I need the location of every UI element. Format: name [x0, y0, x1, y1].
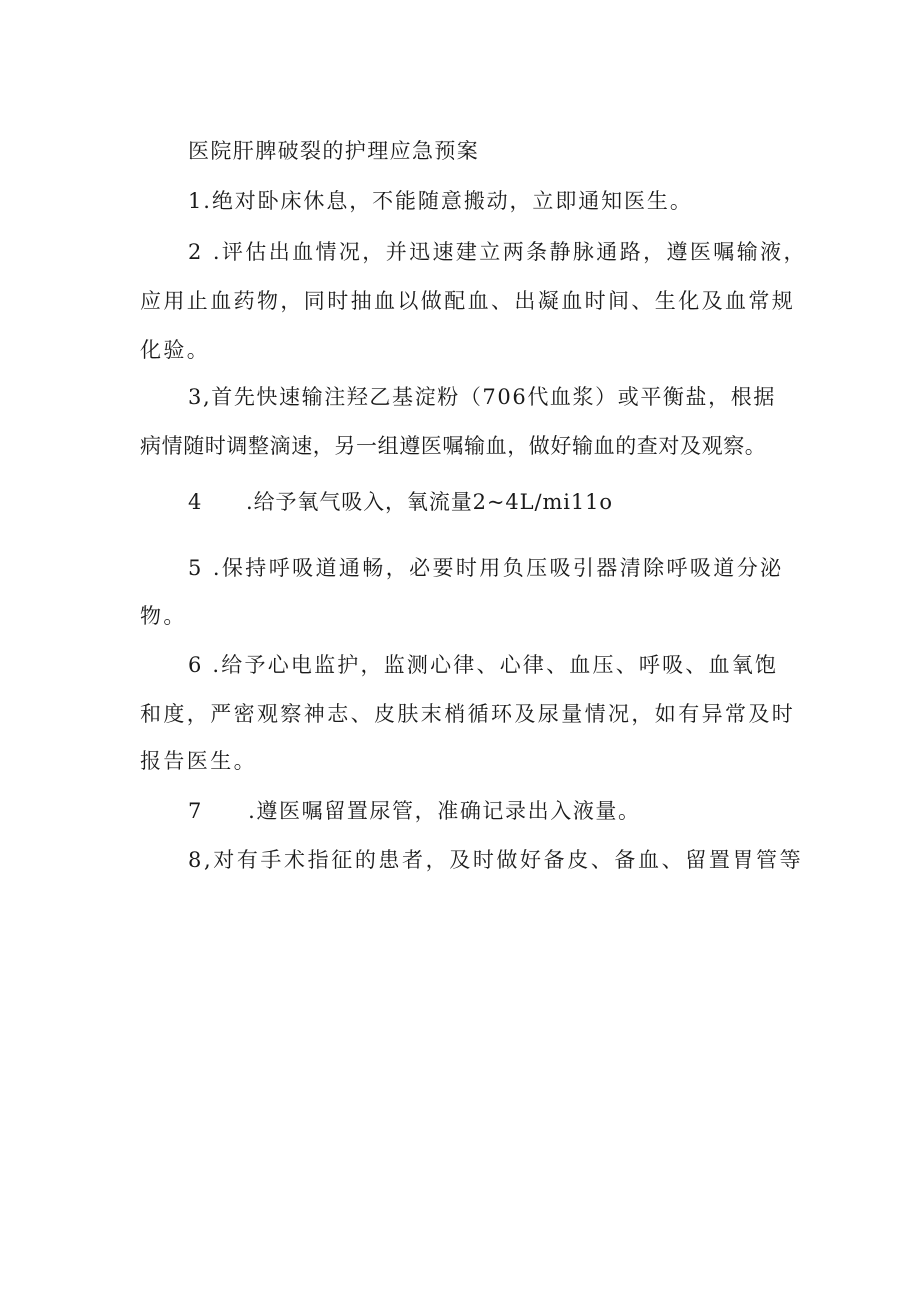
item-1-line: 1.绝对卧床休息，不能随意搬动，立即通知医生。 [188, 189, 693, 213]
item-8-line: 8,对有手术指征的患者，及时做好备皮、备血、留置胃管等 [188, 848, 804, 872]
item-3-line-2: 病情随时调整滴速，另一组遵医嘱输血，做好输血的查对及观察。 [140, 434, 767, 458]
item-4-line: 4 .给予氧气吸入，氧流量2~4L∕mi11o [188, 490, 613, 514]
item-2-line-1: 2 .评估出血情况，并迅速建立两条静脉通路，遵医嘱输液， [188, 240, 807, 264]
item-6-line-3: 报告医生。 [140, 749, 257, 773]
document-title: 医院肝脾破裂的护理应急预案 [188, 139, 480, 163]
item-2-line-2: 应用止血药物，同时抽血以做配血、出凝血时间、生化及血常规 [140, 289, 796, 313]
item-7-line: 7 .遵医嘱留置尿管，准确记录出入液量。 [188, 799, 641, 823]
item-5-line-2: 物。 [140, 604, 187, 628]
item-3-line-1: 3,首先快速输注羟乙基淀粉（706代血浆）或平衡盐，根据 [188, 385, 776, 409]
item-5-line-1: 5 .保持呼吸道通畅，必要时用负压吸引器清除呼吸道分泌 [188, 556, 784, 580]
item-2-line-3: 化验。 [140, 338, 211, 362]
item-6-line-1: 6 .给予心电监护，监测心律、心律、血压、呼吸、血氧饱 [188, 653, 779, 677]
item-6-line-2: 和度，严密观察神志、皮肤末梢循环及尿量情况，如有异常及时 [140, 702, 796, 726]
